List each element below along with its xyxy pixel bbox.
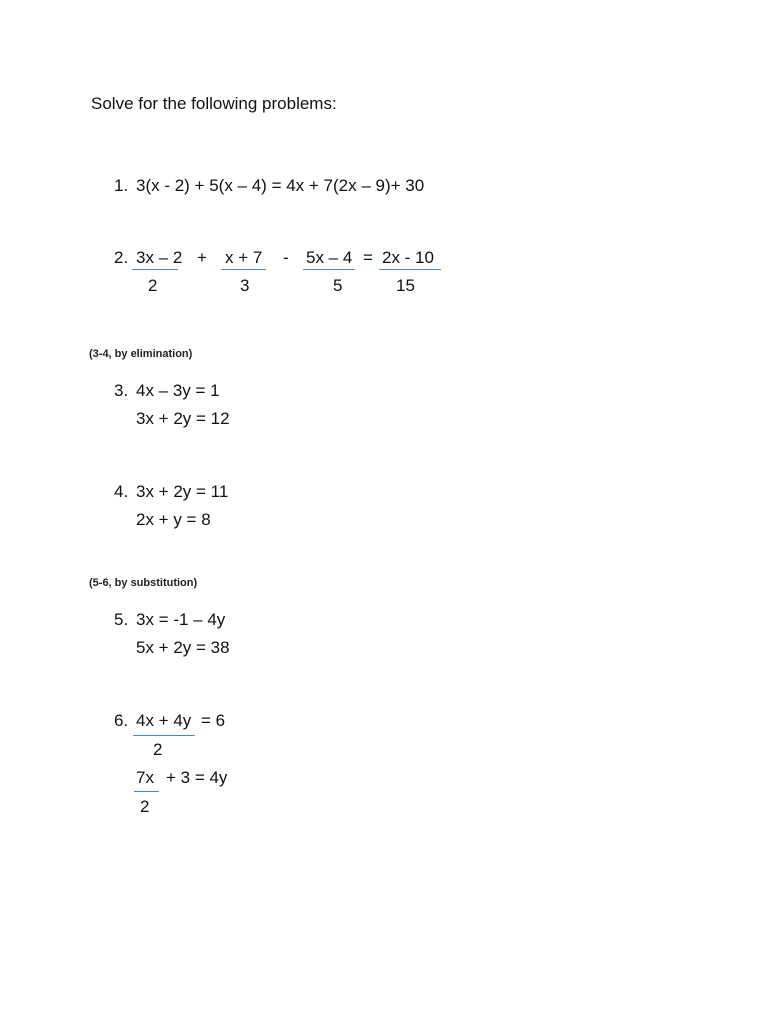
problem-2-term1-denominator: 2 [148, 276, 158, 295]
problem-5-equation-2: 5x + 2y = 38 [136, 638, 230, 657]
problem-2-number: 2. [114, 248, 129, 267]
fraction-bar [134, 791, 159, 792]
problem-6-line2-numerator: 7x [136, 768, 154, 787]
fraction-bar [379, 269, 441, 270]
problem-6-line2-denominator: 2 [140, 797, 150, 816]
problem-4-equation-1: 3x + 2y = 11 [136, 482, 229, 501]
fraction-bar [133, 735, 195, 736]
problem-3-number: 3. [114, 381, 129, 400]
problem-4-number: 4. [114, 482, 129, 501]
problem-6-number: 6. [114, 711, 129, 730]
problem-2-term3-denominator: 5 [333, 276, 343, 295]
problem-4-equation-2: 2x + y = 8 [136, 510, 211, 529]
problem-2-operator-plus: + [197, 248, 207, 267]
problem-2-equals: = [363, 248, 373, 267]
problem-1-equation: 3(x - 2) + 5(x – 4) = 4x + 7(2x – 9)+ 30 [136, 176, 425, 195]
problem-1-number: 1. [114, 176, 129, 195]
section-note-substitution: (5-6, by substitution) [89, 577, 198, 589]
problem-2-term4-denominator: 15 [396, 276, 415, 295]
problem-5-equation-1: 3x = -1 – 4y [136, 610, 226, 629]
problem-2-term2-denominator: 3 [240, 276, 250, 295]
problem-2-operator-minus: - [283, 248, 289, 267]
fraction-bar [303, 269, 355, 270]
problem-2-term2-numerator: x + 7 [225, 248, 263, 267]
problem-3-equation-2: 3x + 2y = 12 [136, 409, 230, 428]
problem-6-line1-numerator: 4x + 4y [136, 711, 192, 730]
problem-3-equation-1: 4x – 3y = 1 [136, 381, 220, 400]
problem-6-line1-rhs: = 6 [201, 711, 226, 730]
fraction-bar [132, 269, 178, 270]
section-note-elimination: (3-4, by elimination) [89, 348, 193, 360]
fraction-bar [221, 269, 266, 270]
problem-2-term1-numerator: 3x – 2 [136, 248, 183, 267]
problem-6-line1-denominator: 2 [153, 740, 163, 759]
page-heading: Solve for the following problems: [91, 94, 337, 113]
problem-5-number: 5. [114, 610, 129, 629]
problem-2-term4-numerator: 2x - 10 [382, 248, 434, 267]
problem-2-term3-numerator: 5x – 4 [306, 248, 353, 267]
problem-6-line2-rhs: + 3 = 4y [166, 768, 228, 787]
